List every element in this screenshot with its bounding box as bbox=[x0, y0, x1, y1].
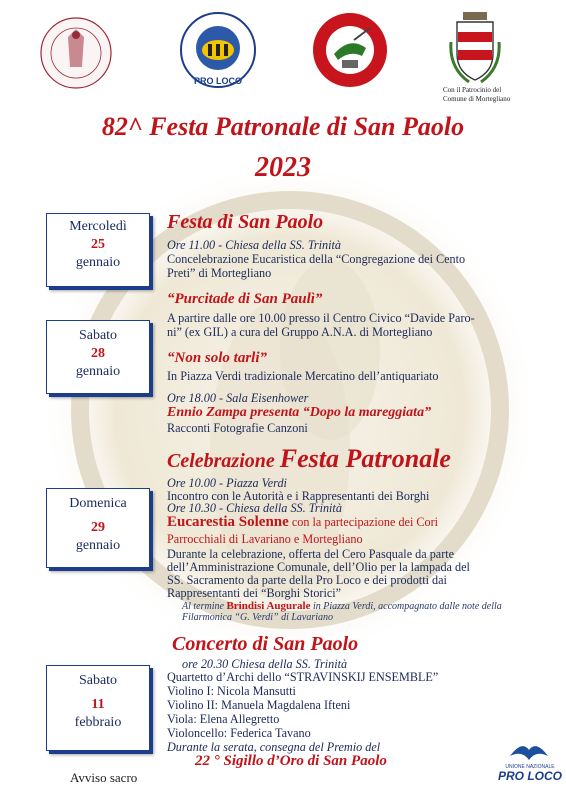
sec3-line2: Parrocchiali di Lavariano e Mortegliano bbox=[167, 532, 363, 546]
date-month: gennaio bbox=[75, 538, 121, 553]
sec2-line2: ni” (ex GIL) a cura del Gruppo A.N.A. di Mortegliano bbox=[167, 325, 433, 339]
sec1-time: Ore 11.00 - Chiesa della SS. Trinità bbox=[167, 238, 342, 252]
sec3-heading-b: Festa Patronale bbox=[279, 444, 451, 473]
patrocinio-line2: Comune di Mortegliano bbox=[443, 95, 511, 103]
date-weekday: Mercoledì bbox=[69, 219, 127, 234]
sec4-line3: Violino II: Manuela Magdalena Ifteni bbox=[167, 698, 351, 712]
unpli-line1: UNIONE NAZIONALE bbox=[505, 764, 555, 770]
date-month: febbraio bbox=[74, 715, 122, 730]
date-day: 29 bbox=[91, 520, 105, 535]
date-month: gennaio bbox=[75, 364, 121, 379]
sec4-line2: Violino I: Nicola Mansutti bbox=[167, 684, 296, 698]
sec3-time1: Ore 10.00 - Piazza Verdi bbox=[167, 476, 287, 490]
sec3-heading-a: Celebrazione bbox=[167, 450, 280, 472]
date-box-11-febbraio bbox=[46, 665, 150, 751]
sec2-line3: In Piazza Verdi tradizionale Mercatino dell’antiquariato bbox=[167, 369, 439, 383]
sec3-eucarestia-rest: con la partecipazione dei Cori bbox=[288, 515, 439, 529]
sec2-heading3: Ennio Zampa presenta “Dopo la mareggiata” bbox=[167, 405, 432, 420]
pro-loco-logo bbox=[178, 10, 258, 90]
page-title-year: 2023 bbox=[255, 152, 311, 183]
sec2-heading2: “Non solo tarli” bbox=[167, 350, 268, 366]
sec1-line1: Concelebrazione Eucaristica della “Congregazione dei Cento bbox=[167, 252, 466, 266]
unpli-line2: PRO LOCO bbox=[497, 769, 562, 783]
sec4-line1: Quartetto d’Archi dello “STRAVINSKIJ ENSEMBLE” bbox=[167, 670, 439, 684]
date-weekday: Domenica bbox=[69, 496, 127, 511]
date-month: gennaio bbox=[75, 255, 121, 270]
sec3-note2: Filarmonica “G. Verdi” di Lavariano bbox=[182, 612, 334, 623]
page-title: 82^ Festa Patronale di San Paolo bbox=[101, 112, 465, 141]
unpli-logo-text bbox=[497, 764, 563, 783]
date-box-25-gennaio bbox=[46, 213, 150, 287]
date-weekday: Sabato bbox=[78, 673, 118, 688]
confraternity-seal-logo bbox=[38, 15, 114, 91]
sec4-line7: 22 ° Sigillo d’Oro di San Paolo bbox=[195, 753, 387, 769]
date-day: 28 bbox=[91, 346, 105, 361]
date-day: 25 bbox=[91, 237, 105, 252]
sec3-line3: Durante la celebrazione, offerta del Cero Pasquale da parte bbox=[167, 547, 455, 561]
date-weekday: Sabato bbox=[78, 328, 118, 343]
sec4-time: ore 20.30 Chiesa della SS. Trinità bbox=[182, 657, 348, 671]
sec3-time2: Ore 10.30 - Chiesa della SS. Trinità bbox=[167, 501, 342, 515]
sec3-line4: dell’Amministrazione Comunale, dell’Olio per la lampada del bbox=[167, 560, 470, 574]
date-box-28-gennaio bbox=[46, 320, 150, 394]
sec2-time: Ore 18.00 - Sala Eisenhower bbox=[167, 391, 309, 405]
sec4-line4: Viola: Elena Allegretto bbox=[167, 712, 280, 726]
sec4-line6: Durante la serata, consegna del Premio del bbox=[167, 740, 381, 754]
svg-text:PRO LOCO: PRO LOCO bbox=[193, 76, 243, 86]
sec3-note-c: in Piazza Verdi, accompagnato dalle note della bbox=[310, 601, 502, 612]
sec3-eucarestia: Eucarestia Solenne bbox=[167, 514, 289, 530]
sec3-line5: SS. Sacramento da parte della Pro Loco e dei prodotti dai bbox=[167, 573, 447, 587]
unpli-eagle-icon bbox=[508, 738, 550, 764]
date-box-29-gennaio bbox=[46, 488, 150, 568]
sec3-line1: Incontro con le Autorità e i Rappresentanti dei Borghi bbox=[167, 489, 430, 503]
sec2-heading1: “Purcitade di San Paulì” bbox=[167, 291, 323, 307]
sec4-line5: Violoncello: Federica Tavano bbox=[167, 726, 311, 740]
sec3-eucarestia-line bbox=[167, 513, 438, 531]
patrocinio-text bbox=[443, 86, 510, 104]
sec4-heading: Concerto di San Paolo bbox=[172, 633, 359, 655]
sec3-note-b: Brindisi Augurale bbox=[226, 600, 311, 612]
comune-coat-of-arms bbox=[449, 12, 501, 84]
date-day: 11 bbox=[91, 697, 105, 712]
ana-group-logo bbox=[310, 10, 390, 90]
patrocinio-line1: Con il Patrocinio del bbox=[443, 86, 502, 94]
sec2-line4: Racconti Fotografie Canzoni bbox=[167, 421, 308, 435]
avviso-sacro: Avviso sacro bbox=[70, 770, 138, 785]
sec1-line2: Preti” di Mortegliano bbox=[167, 266, 272, 280]
sec1-heading: Festa di San Paolo bbox=[167, 211, 324, 233]
sec2-line1: A partire dalle ore 10.00 presso il Centro Civico “Davide Paro- bbox=[167, 311, 475, 325]
sec3-line6: Rappresentanti dei “Borghi Storici” bbox=[167, 586, 342, 600]
sec3-note-a: Al termine bbox=[182, 601, 227, 612]
sec3-heading bbox=[167, 444, 451, 478]
